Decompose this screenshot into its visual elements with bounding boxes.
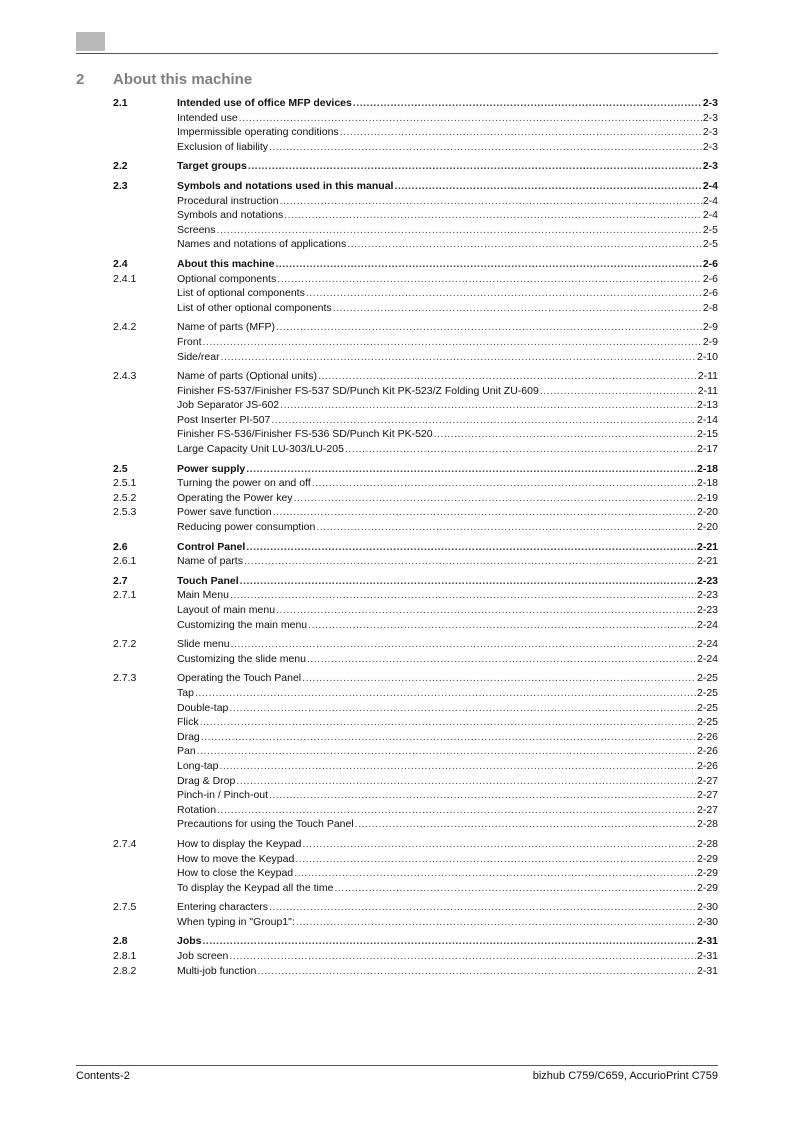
toc-entry-title: About this machine xyxy=(177,257,275,270)
toc-page-number: 2-27 xyxy=(696,774,718,787)
toc-entry-title: Target groups xyxy=(177,160,247,173)
toc-entry-title: Double-tap xyxy=(177,701,229,714)
toc-page-number: 2-26 xyxy=(696,730,718,743)
toc-entry[interactable] xyxy=(113,520,718,535)
toc-page-number: 2-28 xyxy=(696,818,718,831)
toc-entry[interactable] xyxy=(113,491,718,506)
toc-entry[interactable] xyxy=(113,759,718,774)
toc-page-number: 2-26 xyxy=(696,759,718,772)
toc-leader-dots xyxy=(257,964,696,979)
toc-entry-title: Power supply xyxy=(177,462,246,475)
toc-page-number: 2-3 xyxy=(702,160,718,173)
toc-entry[interactable] xyxy=(113,744,718,759)
toc-page-number: 2-24 xyxy=(696,638,718,651)
toc-leader-dots xyxy=(246,462,696,477)
toc-page-number: 2-20 xyxy=(696,506,718,519)
toc-entry[interactable] xyxy=(113,881,718,896)
toc-entry[interactable] xyxy=(113,603,718,618)
toc-entry-title: Pinch-in / Pinch-out xyxy=(177,789,269,802)
toc-leader-dots xyxy=(273,505,696,520)
toc-leader-dots xyxy=(296,915,696,930)
toc-entry[interactable] xyxy=(113,505,718,520)
toc-leader-dots xyxy=(248,159,702,174)
toc-entry-title: Slide menu xyxy=(177,638,230,651)
toc-leader-dots xyxy=(308,618,696,633)
toc-entry[interactable] xyxy=(113,915,718,930)
toc-leader-dots xyxy=(200,715,696,730)
toc-section-number: 2.4.3 xyxy=(113,370,137,383)
toc-entry-title: Rotation xyxy=(177,803,217,816)
toc-section-number: 2.1 xyxy=(113,97,128,109)
toc-entry[interactable] xyxy=(113,637,718,652)
toc-entry[interactable] xyxy=(113,949,718,964)
toc-leader-dots xyxy=(302,671,696,686)
toc-entry[interactable] xyxy=(113,427,718,442)
toc-leader-dots xyxy=(201,730,696,745)
toc-entry-title: How to display the Keypad xyxy=(177,837,302,850)
toc-page-number: 2-9 xyxy=(702,321,718,334)
toc-page-number: 2-13 xyxy=(696,399,718,412)
toc-entry[interactable] xyxy=(113,574,718,589)
toc-leader-dots xyxy=(347,237,702,252)
toc-entry-title: Front xyxy=(177,335,202,348)
toc-entry-title: Symbols and notations used in this manual xyxy=(177,179,394,192)
toc-section-number: 2.8.2 xyxy=(113,964,137,977)
toc-entry[interactable] xyxy=(113,852,718,867)
toc-entry[interactable] xyxy=(113,272,718,287)
toc-page-number: 2-23 xyxy=(696,574,718,587)
toc-leader-dots xyxy=(236,774,696,789)
toc-entry[interactable] xyxy=(113,335,718,350)
toc-page-number: 2-30 xyxy=(696,915,718,928)
toc-entry[interactable] xyxy=(113,223,718,238)
toc-entry-title: Large Capacity Unit LU-303/LU-205 xyxy=(177,443,344,456)
toc-leader-dots xyxy=(355,817,696,832)
toc-page-number: 2-26 xyxy=(696,745,718,758)
toc-entry-title: Precautions for using the Touch Panel xyxy=(177,818,354,831)
toc-leader-dots xyxy=(340,125,702,140)
toc-leader-dots xyxy=(246,540,696,555)
toc-entry-title: Main Menu xyxy=(177,589,229,602)
toc-entry-title: Job Separator JS-602 xyxy=(177,399,280,412)
toc-entry[interactable] xyxy=(113,837,718,852)
toc-page-number: 2-21 xyxy=(696,555,718,568)
toc-section-number: 2.8.1 xyxy=(113,950,137,963)
toc-page-number: 2-5 xyxy=(702,238,718,251)
toc-leader-dots xyxy=(219,759,696,774)
toc-page-number: 2-3 xyxy=(702,111,718,124)
toc-entry[interactable] xyxy=(113,111,718,126)
toc-page-number: 2-24 xyxy=(696,652,718,665)
footer-page-label: Contents-2 xyxy=(76,1070,130,1082)
toc-entry[interactable] xyxy=(113,301,718,316)
toc-page-number: 2-31 xyxy=(696,950,718,963)
toc-entry-title: Layout of main menu xyxy=(177,604,276,616)
toc-entry[interactable] xyxy=(113,774,718,789)
toc-leader-dots xyxy=(229,701,696,716)
toc-leader-dots xyxy=(195,686,696,701)
toc-page-number: 2-5 xyxy=(702,223,718,236)
toc-leader-dots xyxy=(302,837,696,852)
toc-leader-dots xyxy=(269,140,702,155)
toc-page-number: 2-6 xyxy=(702,272,718,285)
toc-page-number: 2-31 xyxy=(696,935,718,948)
footer-divider xyxy=(76,1065,718,1066)
toc-leader-dots xyxy=(353,96,702,111)
toc-section-number: 2.7.5 xyxy=(113,901,137,914)
toc-entry-title: Name of parts xyxy=(177,555,243,568)
toc-entry-title: Symbols and notations xyxy=(177,209,284,222)
toc-leader-dots xyxy=(276,603,696,618)
toc-page-number: 2-6 xyxy=(702,287,718,300)
chapter-title: About this machine xyxy=(113,71,253,88)
toc-entry-title: Drag & Drop xyxy=(177,774,236,787)
toc-section-number: 2.8 xyxy=(113,935,128,948)
toc-section-number: 2.4 xyxy=(113,257,128,270)
toc-entry[interactable] xyxy=(113,476,718,491)
toc-page-number: 2-23 xyxy=(696,604,718,616)
toc-page-number: 2-4 xyxy=(702,194,718,207)
toc-leader-dots xyxy=(269,900,696,915)
toc-section-number: 2.6 xyxy=(113,540,128,553)
toc-entry[interactable] xyxy=(113,413,718,428)
toc-page-number: 2-27 xyxy=(696,789,718,802)
toc-section-number: 2.5.1 xyxy=(113,477,137,490)
toc-entry-title: Optional components xyxy=(177,272,277,285)
toc-entry[interactable] xyxy=(113,803,718,818)
toc-entry-title: Finisher FS-537/Finisher FS-537 SD/Punch Kit PK-523/Z Folding Unit ZU-609 xyxy=(177,384,539,397)
toc-leader-dots xyxy=(294,491,696,506)
table-of-contents xyxy=(113,96,718,978)
toc-leader-dots xyxy=(217,803,696,818)
toc-entry[interactable] xyxy=(113,179,718,194)
toc-entry[interactable] xyxy=(113,618,718,633)
toc-page-number: 2-14 xyxy=(696,413,718,426)
toc-page-number: 2-4 xyxy=(702,209,718,222)
toc-entry-title: List of other optional components xyxy=(177,301,332,314)
toc-entry-title: Customizing the slide menu xyxy=(177,652,306,665)
toc-leader-dots xyxy=(217,223,702,238)
toc-page-number: 2-3 xyxy=(702,126,718,139)
toc-entry[interactable] xyxy=(113,900,718,915)
toc-section-number: 2.7.2 xyxy=(113,638,137,651)
toc-leader-dots xyxy=(230,588,696,603)
toc-entry-title: Control Panel xyxy=(177,540,246,553)
toc-page-number: 2-3 xyxy=(702,140,718,153)
toc-leader-dots xyxy=(221,350,696,365)
toc-section-number: 2.5.2 xyxy=(113,491,137,504)
toc-entry-title: Procedural instruction xyxy=(177,194,279,207)
toc-entry-title: Finisher FS-536/Finisher FS-536 SD/Punch Kit PK-520 xyxy=(177,428,433,441)
toc-leader-dots xyxy=(231,637,696,652)
toc-entry[interactable] xyxy=(113,140,718,155)
toc-leader-dots xyxy=(269,788,696,803)
toc-page-number: 2-29 xyxy=(696,852,718,865)
toc-page-number: 2-4 xyxy=(702,179,718,192)
toc-entry[interactable] xyxy=(113,964,718,979)
toc-section-number: 2.5.3 xyxy=(113,506,137,519)
toc-leader-dots xyxy=(394,179,701,194)
toc-leader-dots xyxy=(307,652,696,667)
toc-page-number: 2-9 xyxy=(702,335,718,348)
toc-entry[interactable] xyxy=(113,462,718,477)
toc-entry-title: Intended use xyxy=(177,111,238,124)
toc-entry[interactable] xyxy=(113,369,718,384)
toc-section-number: 2.3 xyxy=(113,179,128,192)
toc-page-number: 2-8 xyxy=(702,301,718,314)
toc-page-number: 2-25 xyxy=(696,701,718,714)
toc-entry[interactable] xyxy=(113,237,718,252)
toc-section-number: 2.7 xyxy=(113,574,128,587)
toc-page-number: 2-25 xyxy=(696,672,718,685)
toc-entry-title: Turning the power on and off xyxy=(177,477,311,490)
toc-leader-dots xyxy=(277,272,702,287)
toc-page-number: 2-11 xyxy=(697,384,718,397)
toc-leader-dots xyxy=(333,301,702,316)
toc-leader-dots xyxy=(345,442,696,457)
toc-entry-title: Screens xyxy=(177,223,216,236)
toc-entry-title: Operating the Touch Panel xyxy=(177,672,302,685)
toc-leader-dots xyxy=(294,866,696,881)
toc-leader-dots xyxy=(316,520,696,535)
toc-entry-title: Names and notations of applications xyxy=(177,238,347,251)
toc-entry-title: Exclusion of liability xyxy=(177,140,269,153)
toc-page-number: 2-24 xyxy=(696,618,718,631)
toc-page-number: 2-10 xyxy=(696,350,718,363)
toc-page-number: 2-25 xyxy=(696,716,718,729)
toc-entry-title: Side/rear xyxy=(177,350,220,363)
toc-leader-dots xyxy=(280,194,702,209)
toc-entry[interactable] xyxy=(113,866,718,881)
toc-section-number: 2.2 xyxy=(113,160,128,173)
toc-entry-title: Pan xyxy=(177,745,196,758)
toc-entry[interactable] xyxy=(113,159,718,174)
toc-page-number: 2-25 xyxy=(696,686,718,699)
toc-entry-title: Post Inserter PI-507 xyxy=(177,413,271,426)
toc-leader-dots xyxy=(240,574,696,589)
toc-leader-dots xyxy=(540,384,697,399)
toc-leader-dots xyxy=(284,208,702,223)
toc-entry-title: Job screen xyxy=(177,950,229,963)
toc-entry-title: Entering characters xyxy=(177,901,269,914)
toc-page-number: 2-11 xyxy=(697,370,718,383)
header-divider xyxy=(76,53,718,54)
toc-entry-title: Long-tap xyxy=(177,759,219,772)
toc-leader-dots xyxy=(295,852,696,867)
toc-section-number: 2.7.1 xyxy=(113,589,137,602)
toc-entry[interactable] xyxy=(113,96,718,111)
toc-section-number: 2.7.3 xyxy=(113,672,137,685)
toc-leader-dots xyxy=(203,335,702,350)
toc-entry[interactable] xyxy=(113,398,718,413)
toc-entry[interactable] xyxy=(113,701,718,716)
toc-entry[interactable] xyxy=(113,540,718,555)
toc-leader-dots xyxy=(239,111,702,126)
toc-page-number: 2-18 xyxy=(696,462,718,475)
toc-leader-dots xyxy=(280,398,696,413)
toc-page-number: 2-29 xyxy=(696,881,718,894)
toc-entry-title: Intended use of office MFP devices xyxy=(177,97,352,109)
toc-entry-title: Reducing power consumption xyxy=(177,521,316,534)
toc-leader-dots xyxy=(197,744,696,759)
toc-entry-title: List of optional components xyxy=(177,287,305,300)
toc-entry-title: Operating the Power key xyxy=(177,491,293,504)
toc-entry[interactable] xyxy=(113,554,718,569)
toc-entry-title: How to move the Keypad xyxy=(177,852,295,865)
footer-product-name: bizhub C759/C659, AccurioPrint C759 xyxy=(532,1070,718,1082)
header-tab-marker xyxy=(76,32,105,51)
toc-page-number: 2-29 xyxy=(696,867,718,880)
toc-leader-dots xyxy=(203,934,696,949)
toc-leader-dots xyxy=(434,427,696,442)
toc-entry-title: Name of parts (MFP) xyxy=(177,321,276,334)
toc-entry-title: When typing in "Group1": xyxy=(177,915,295,928)
toc-leader-dots xyxy=(334,881,696,896)
toc-leader-dots xyxy=(306,286,702,301)
toc-entry-title: Jobs xyxy=(177,935,202,948)
toc-leader-dots xyxy=(244,554,696,569)
toc-page-number: 2-31 xyxy=(696,964,718,977)
toc-entry-title: Drag xyxy=(177,730,200,743)
toc-entry-title: Multi-job function xyxy=(177,964,257,977)
toc-entry[interactable] xyxy=(113,817,718,832)
toc-entry[interactable] xyxy=(113,320,718,335)
toc-entry[interactable] xyxy=(113,788,718,803)
toc-section-number: 2.5 xyxy=(113,462,128,475)
toc-entry-title: Touch Panel xyxy=(177,574,239,587)
toc-entry-title: Name of parts (Optional units) xyxy=(177,370,318,383)
toc-section-number: 2.6.1 xyxy=(113,555,137,568)
toc-entry[interactable] xyxy=(113,715,718,730)
toc-section-number: 2.7.4 xyxy=(113,837,137,850)
toc-page-number: 2-21 xyxy=(696,540,718,553)
toc-entry[interactable] xyxy=(113,350,718,365)
toc-leader-dots xyxy=(276,320,702,335)
toc-entry[interactable] xyxy=(113,652,718,667)
toc-page-number: 2-6 xyxy=(702,257,718,270)
toc-entry-title: Tap xyxy=(177,686,194,699)
toc-section-number: 2.4.1 xyxy=(113,272,137,285)
toc-entry[interactable] xyxy=(113,125,718,140)
toc-entry[interactable] xyxy=(113,686,718,701)
toc-leader-dots xyxy=(275,257,701,272)
toc-leader-dots xyxy=(271,413,696,428)
toc-leader-dots xyxy=(318,369,697,384)
toc-entry-title: Flick xyxy=(177,716,199,729)
toc-page-number: 2-15 xyxy=(696,428,718,441)
toc-page-number: 2-3 xyxy=(702,97,718,109)
toc-entry[interactable] xyxy=(113,208,718,223)
toc-entry[interactable] xyxy=(113,384,718,399)
toc-section-number: 2.4.2 xyxy=(113,321,137,334)
toc-entry[interactable] xyxy=(113,257,718,272)
toc-entry-title: Customizing the main menu xyxy=(177,618,308,631)
toc-page-number: 2-23 xyxy=(696,589,718,602)
toc-entry[interactable] xyxy=(113,588,718,603)
toc-entry-title: How to close the Keypad xyxy=(177,867,294,880)
toc-page-number: 2-18 xyxy=(696,477,718,490)
toc-entry[interactable] xyxy=(113,730,718,745)
chapter-heading xyxy=(76,71,252,88)
toc-entry-title: Impermissible operating conditions xyxy=(177,126,339,139)
toc-page-number: 2-30 xyxy=(696,901,718,914)
toc-entry-title: To display the Keypad all the time xyxy=(177,881,334,894)
toc-entry-title: Power save function xyxy=(177,506,272,519)
toc-page-number: 2-27 xyxy=(696,803,718,816)
toc-page-number: 2-28 xyxy=(696,837,718,850)
toc-entry[interactable] xyxy=(113,286,718,301)
toc-page-number: 2-20 xyxy=(696,521,718,534)
toc-entry[interactable] xyxy=(113,671,718,686)
toc-leader-dots xyxy=(312,476,696,491)
toc-entry[interactable] xyxy=(113,194,718,209)
toc-page-number: 2-17 xyxy=(696,443,718,456)
toc-leader-dots xyxy=(229,949,696,964)
toc-entry[interactable] xyxy=(113,442,718,457)
toc-entry[interactable] xyxy=(113,934,718,949)
toc-page-number: 2-19 xyxy=(696,491,718,504)
chapter-number: 2 xyxy=(76,71,85,88)
